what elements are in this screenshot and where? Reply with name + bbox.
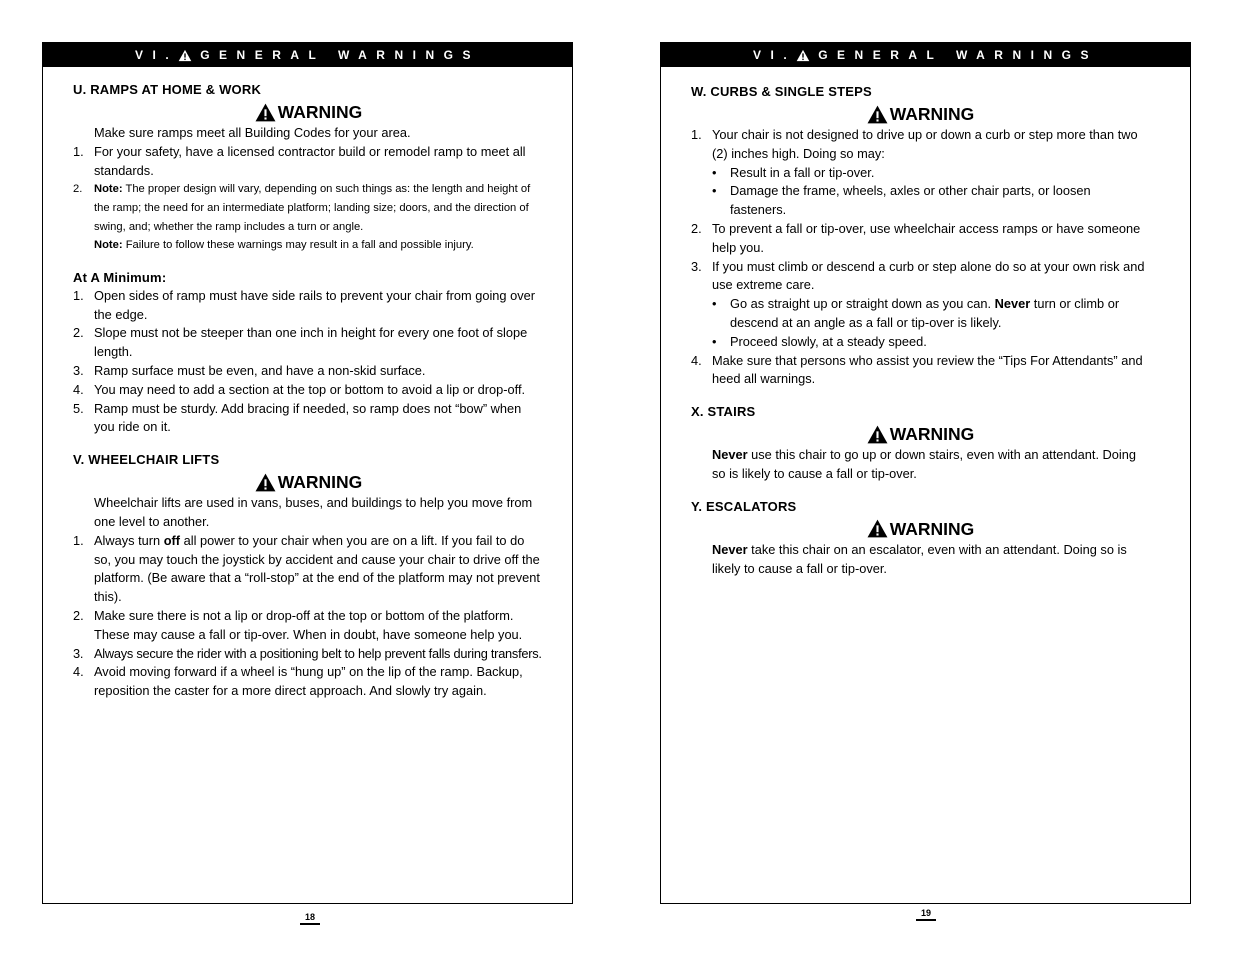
- warning-triangle-icon: [796, 49, 810, 62]
- section-y-text: [712, 541, 1150, 579]
- bullet-text: [730, 295, 1150, 333]
- note-label: Note:: [94, 239, 123, 252]
- section-v-intro: Wheelchair lifts are used in vans, buses, and buildings to help you move from one level to another.: [94, 495, 533, 529]
- right-page: [660, 42, 1191, 904]
- section-x-title: X. STAIRS: [691, 404, 756, 420]
- item-text: [94, 532, 544, 607]
- warning-label: WARNING: [889, 518, 975, 539]
- item-text: Ramp must be sturdy. Add bracing if needed, so ramp does not “bow” when you ride on it.: [94, 400, 522, 435]
- warning-label: WARNING: [889, 104, 975, 124]
- list-item: [73, 663, 544, 701]
- warning-heading: [73, 471, 544, 493]
- warning-heading: [691, 103, 1150, 125]
- bullet-text: Result in a fall or tip-over.: [730, 164, 875, 180]
- list-item: [691, 352, 1150, 390]
- list-item: [73, 381, 544, 400]
- item-text: Ramp surface must be even, and have a non-skid surface.: [94, 362, 426, 378]
- warning-label: WARNING: [277, 102, 363, 122]
- note-text: The proper design will vary, depending on such things as: the length and height of the ramp; the need for an intermediate platform; landing size; doors, and the direction of swing, and; whether the ramp includes a turn or angle.: [94, 183, 531, 233]
- header-roman: VI.: [753, 48, 797, 62]
- list-item: [73, 180, 544, 236]
- section-v-title: V. WHEELCHAIR LIFTS: [73, 452, 220, 468]
- header-roman: VI.: [135, 48, 179, 62]
- section-u-intro: Make sure ramps meet all Building Codes for your area.: [94, 125, 411, 140]
- item-text: Avoid moving forward if a wheel is “hung up” on the lip of the ramp. Backup, reposition the caster for a more direct approach. And slowly try again.: [94, 664, 523, 699]
- page-number: 19: [916, 907, 936, 921]
- warning-triangle-icon: [255, 473, 276, 492]
- bullet-text: Damage the frame, wheels, axles or other chair parts, or loosen fasteners.: [730, 183, 1091, 218]
- warning-triangle-icon: [255, 103, 276, 122]
- list-item: [73, 607, 544, 645]
- section-x-text: [712, 446, 1150, 484]
- bullet-item: [712, 295, 1150, 333]
- right-page-content: [691, 83, 1150, 578]
- bullet-icon: •: [712, 333, 717, 349]
- left-page-content: [73, 81, 544, 701]
- emphasis: off: [163, 532, 181, 548]
- item-number: 4.: [73, 664, 84, 680]
- warning-triangle-icon: [867, 105, 888, 124]
- bullet-icon: •: [712, 183, 717, 199]
- text-part: take this chair on an escalator, even with an attendant. Doing so is likely to cause a fall or tip-over.: [712, 541, 1127, 576]
- item-text: Make sure there is not a lip or drop-off at the top or bottom of the platform. These may cause a fall or tip-over. When in doubt, have someone help you.: [94, 607, 523, 642]
- list-item: [691, 220, 1150, 258]
- item-number: 1.: [73, 143, 84, 159]
- text-part: Go as straight up or straight down as you can.: [730, 296, 992, 312]
- page-header: [43, 43, 572, 67]
- warning-triangle-icon: [178, 49, 192, 62]
- list-item: [73, 362, 544, 381]
- bullet-list: [712, 295, 1150, 351]
- list-item: [691, 126, 1150, 164]
- warning-heading: [691, 423, 1150, 445]
- emphasis: Never: [712, 541, 748, 557]
- text-part: all power to your chair when you are on a lift. If you fail to do so, you may touch the joystick by accident and cause your chair to drive off the platform. (Be aware that a “roll-stop” at the end of the platform may not prevent this).: [94, 532, 540, 605]
- page-number: 18: [300, 911, 320, 925]
- text-part: Always turn: [94, 532, 161, 548]
- list-item: [73, 532, 544, 607]
- bullet-list: [712, 164, 1150, 220]
- item-number: 1.: [691, 127, 702, 142]
- header-title: GENERAL WARNINGS: [818, 48, 1098, 62]
- item-number: 5.: [73, 400, 84, 416]
- item-number: 1.: [73, 532, 84, 548]
- item-number: 2.: [73, 183, 83, 196]
- item-text: Slope must not be steeper than one inch in height for every one foot of slope length.: [94, 325, 528, 360]
- emphasis: Never: [712, 447, 748, 463]
- section-w-title: W. CURBS & SINGLE STEPS: [691, 84, 872, 99]
- item-text: For your safety, have a licensed contractor build or remodel ramp to meet all standards.: [94, 143, 526, 178]
- list-item: [73, 400, 544, 438]
- item-text: You may need to add a section at the top or bottom to avoid a lip or drop-off.: [94, 381, 526, 397]
- note-paragraph: [94, 236, 544, 255]
- bullet-text: Proceed slowly, at a steady speed.: [730, 333, 927, 349]
- note-label: Note:: [94, 183, 123, 196]
- warning-triangle-icon: [867, 519, 888, 538]
- item-text: To prevent a fall or tip-over, use wheelchair access ramps or have someone help you.: [712, 220, 1141, 255]
- bullet-item: [712, 182, 1150, 220]
- note-text: Failure to follow these warnings may result in a fall and possible injury.: [125, 239, 474, 252]
- section-y-title: Y. ESCALATORS: [691, 498, 797, 514]
- warning-label: WARNING: [889, 424, 975, 445]
- warning-heading: [691, 518, 1150, 540]
- item-number: 4.: [73, 381, 84, 397]
- left-page: [42, 42, 573, 904]
- warning-label: WARNING: [277, 472, 363, 493]
- bullet-item: [712, 164, 1150, 183]
- emphasis: Never: [994, 296, 1031, 312]
- item-text: Always secure the rider with a positioning belt to help prevent falls during transfers.: [94, 645, 542, 661]
- list-item: [73, 287, 544, 325]
- list-item: [73, 143, 544, 181]
- page-header: [661, 43, 1190, 67]
- item-number: 3.: [73, 362, 84, 378]
- item-number: 3.: [691, 258, 702, 274]
- bullet-item: [712, 333, 1150, 352]
- item-text: Your chair is not designed to drive up or down a curb or step more than two (2) inches high. Doing so may:: [712, 127, 1138, 161]
- minimum-title: At A Minimum:: [73, 269, 167, 285]
- item-text: Make sure that persons who assist you review the “Tips For Attendants” and heed all warnings.: [712, 352, 1143, 387]
- section-u-title: U. RAMPS AT HOME & WORK: [73, 82, 262, 97]
- bullet-icon: •: [712, 164, 717, 180]
- item-number: 2.: [691, 220, 702, 236]
- list-item: [691, 258, 1150, 296]
- item-text: If you must climb or descend a curb or step alone do so at your own risk and use extreme care.: [712, 258, 1145, 293]
- warning-heading: [73, 101, 544, 123]
- item-number: 1.: [73, 287, 84, 303]
- item-number: 3.: [73, 645, 84, 661]
- item-number: 4.: [691, 352, 702, 368]
- item-text: [94, 180, 544, 236]
- item-text: Open sides of ramp must have side rails to prevent your chair from going over the edge.: [94, 287, 535, 322]
- list-item: [73, 324, 544, 362]
- item-number: 2.: [73, 607, 84, 623]
- warning-triangle-icon: [867, 425, 888, 444]
- item-number: 2.: [73, 325, 84, 341]
- text-part: use this chair to go up or down stairs, even with an attendant. Doing so is likely to cause a fall or tip-over.: [712, 447, 1136, 481]
- list-item: [73, 645, 544, 664]
- bullet-icon: •: [712, 296, 717, 312]
- text-part: turn or climb or descend at an angle as a fall or tip-over is likely.: [730, 296, 1120, 330]
- header-title: GENERAL WARNINGS: [200, 48, 480, 62]
